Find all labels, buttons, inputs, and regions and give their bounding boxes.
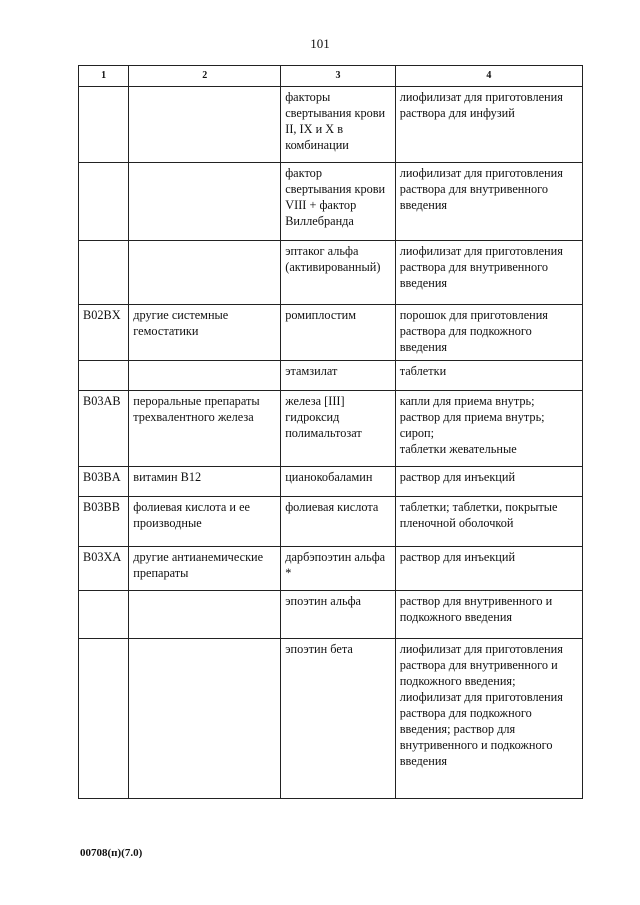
dosage-form-item: лиофилизат для приготовления раствора для подкожного введения; раствор для внутривенного и подкожного введения bbox=[399, 690, 563, 768]
atc-code-cell bbox=[79, 241, 129, 305]
table-row bbox=[79, 547, 583, 591]
substance-name-cell: фолиевая кислота bbox=[281, 497, 395, 547]
substance-name-cell: фактор свертывания крови VIII + фактор Виллебранда bbox=[281, 163, 395, 241]
substance-name-cell: железа [III] гидроксид полимальтозат bbox=[281, 391, 395, 467]
table-row bbox=[79, 591, 583, 639]
dosage-form-item: раствор для внутривенного и подкожного введения bbox=[399, 594, 553, 624]
dosage-form-item: раствор для инъекций bbox=[399, 550, 516, 564]
dosage-forms-cell bbox=[395, 497, 582, 547]
pharmacological-group-cell bbox=[129, 639, 281, 799]
atc-code-cell bbox=[79, 639, 129, 799]
table-header-row bbox=[79, 66, 583, 87]
dosage-forms-cell bbox=[395, 467, 582, 497]
substance-name-cell: цианокобаламин bbox=[281, 467, 395, 497]
column-header-4: 4 bbox=[395, 66, 582, 87]
pharmacological-group-cell bbox=[129, 87, 281, 163]
table-row bbox=[79, 305, 583, 361]
table-row bbox=[79, 87, 583, 163]
drug-table bbox=[78, 65, 583, 799]
dosage-form-item: таблетки жевательные bbox=[399, 442, 517, 456]
table-row bbox=[79, 391, 583, 467]
footer-code: 00708(п)(7.0) bbox=[80, 847, 143, 859]
substance-name-cell: этамзилат bbox=[281, 361, 395, 391]
substance-name-cell: эпоэтин альфа bbox=[281, 591, 395, 639]
dosage-forms-cell bbox=[395, 163, 582, 241]
atc-code-cell: B03BB bbox=[79, 497, 129, 547]
substance-name-cell: эпоэтин бета bbox=[281, 639, 395, 799]
table-row bbox=[79, 497, 583, 547]
dosage-form-item: таблетки bbox=[399, 364, 447, 378]
dosage-forms-cell bbox=[395, 361, 582, 391]
dosage-forms-cell bbox=[395, 391, 582, 467]
pharmacological-group-cell: другие системные гемостатики bbox=[129, 305, 281, 361]
dosage-forms-cell bbox=[395, 305, 582, 361]
pharmacological-group-cell: фолиевая кислота и ее производные bbox=[129, 497, 281, 547]
dosage-form-item: лиофилизат для приготовления раствора для внутривенного введения bbox=[399, 166, 563, 212]
table-row bbox=[79, 163, 583, 241]
dosage-form-item: лиофилизат для приготовления раствора для инфузий bbox=[399, 90, 563, 120]
dosage-form-item: лиофилизат для приготовления раствора для внутривенного и подкожного введения; bbox=[399, 642, 563, 688]
column-header-3: 3 bbox=[281, 66, 395, 87]
substance-name-cell: эптаког альфа (активированный) bbox=[281, 241, 395, 305]
atc-code-cell: B03AB bbox=[79, 391, 129, 467]
page-number: 101 bbox=[310, 36, 330, 51]
dosage-form-item: лиофилизат для приготовления раствора для внутривенного введения bbox=[399, 244, 563, 290]
table-body bbox=[79, 87, 583, 799]
table-row bbox=[79, 467, 583, 497]
dosage-form-item: раствор для инъекций bbox=[399, 470, 516, 484]
column-header-2: 2 bbox=[129, 66, 281, 87]
pharmacological-group-cell bbox=[129, 241, 281, 305]
atc-code-cell: B02BX bbox=[79, 305, 129, 361]
substance-name-cell: дарбэпоэтин альфа * bbox=[281, 547, 395, 591]
dosage-form-item: порошок для приготовления раствора для подкожного введения bbox=[399, 308, 548, 354]
dosage-form-item: сироп; bbox=[399, 426, 435, 440]
atc-code-cell: B03BA bbox=[79, 467, 129, 497]
pharmacological-group-cell: витамин B12 bbox=[129, 467, 281, 497]
table-row bbox=[79, 241, 583, 305]
pharmacological-group-cell: другие антианемические препараты bbox=[129, 547, 281, 591]
atc-code-cell bbox=[79, 163, 129, 241]
dosage-forms-cell bbox=[395, 241, 582, 305]
column-header-1: 1 bbox=[79, 66, 129, 87]
pharmacological-group-cell: пероральные препараты трехвалентного железа bbox=[129, 391, 281, 467]
atc-code-cell bbox=[79, 591, 129, 639]
dosage-form-item: раствор для приема внутрь; bbox=[399, 410, 545, 424]
pharmacological-group-cell bbox=[129, 591, 281, 639]
dosage-form-item: таблетки; таблетки, покрытые пленочной оболочкой bbox=[399, 500, 558, 530]
table-row bbox=[79, 361, 583, 391]
atc-code-cell: B03XA bbox=[79, 547, 129, 591]
dosage-forms-cell bbox=[395, 87, 582, 163]
dosage-forms-cell bbox=[395, 591, 582, 639]
substance-name-cell: факторы свертывания крови II, IX и X в комбинации bbox=[281, 87, 395, 163]
atc-code-cell bbox=[79, 361, 129, 391]
substance-name-cell: ромиплостим bbox=[281, 305, 395, 361]
pharmacological-group-cell bbox=[129, 361, 281, 391]
table-row bbox=[79, 639, 583, 799]
dosage-form-item: капли для приема внутрь; bbox=[399, 394, 535, 408]
pharmacological-group-cell bbox=[129, 163, 281, 241]
atc-code-cell bbox=[79, 87, 129, 163]
dosage-forms-cell bbox=[395, 639, 582, 799]
dosage-forms-cell bbox=[395, 547, 582, 591]
